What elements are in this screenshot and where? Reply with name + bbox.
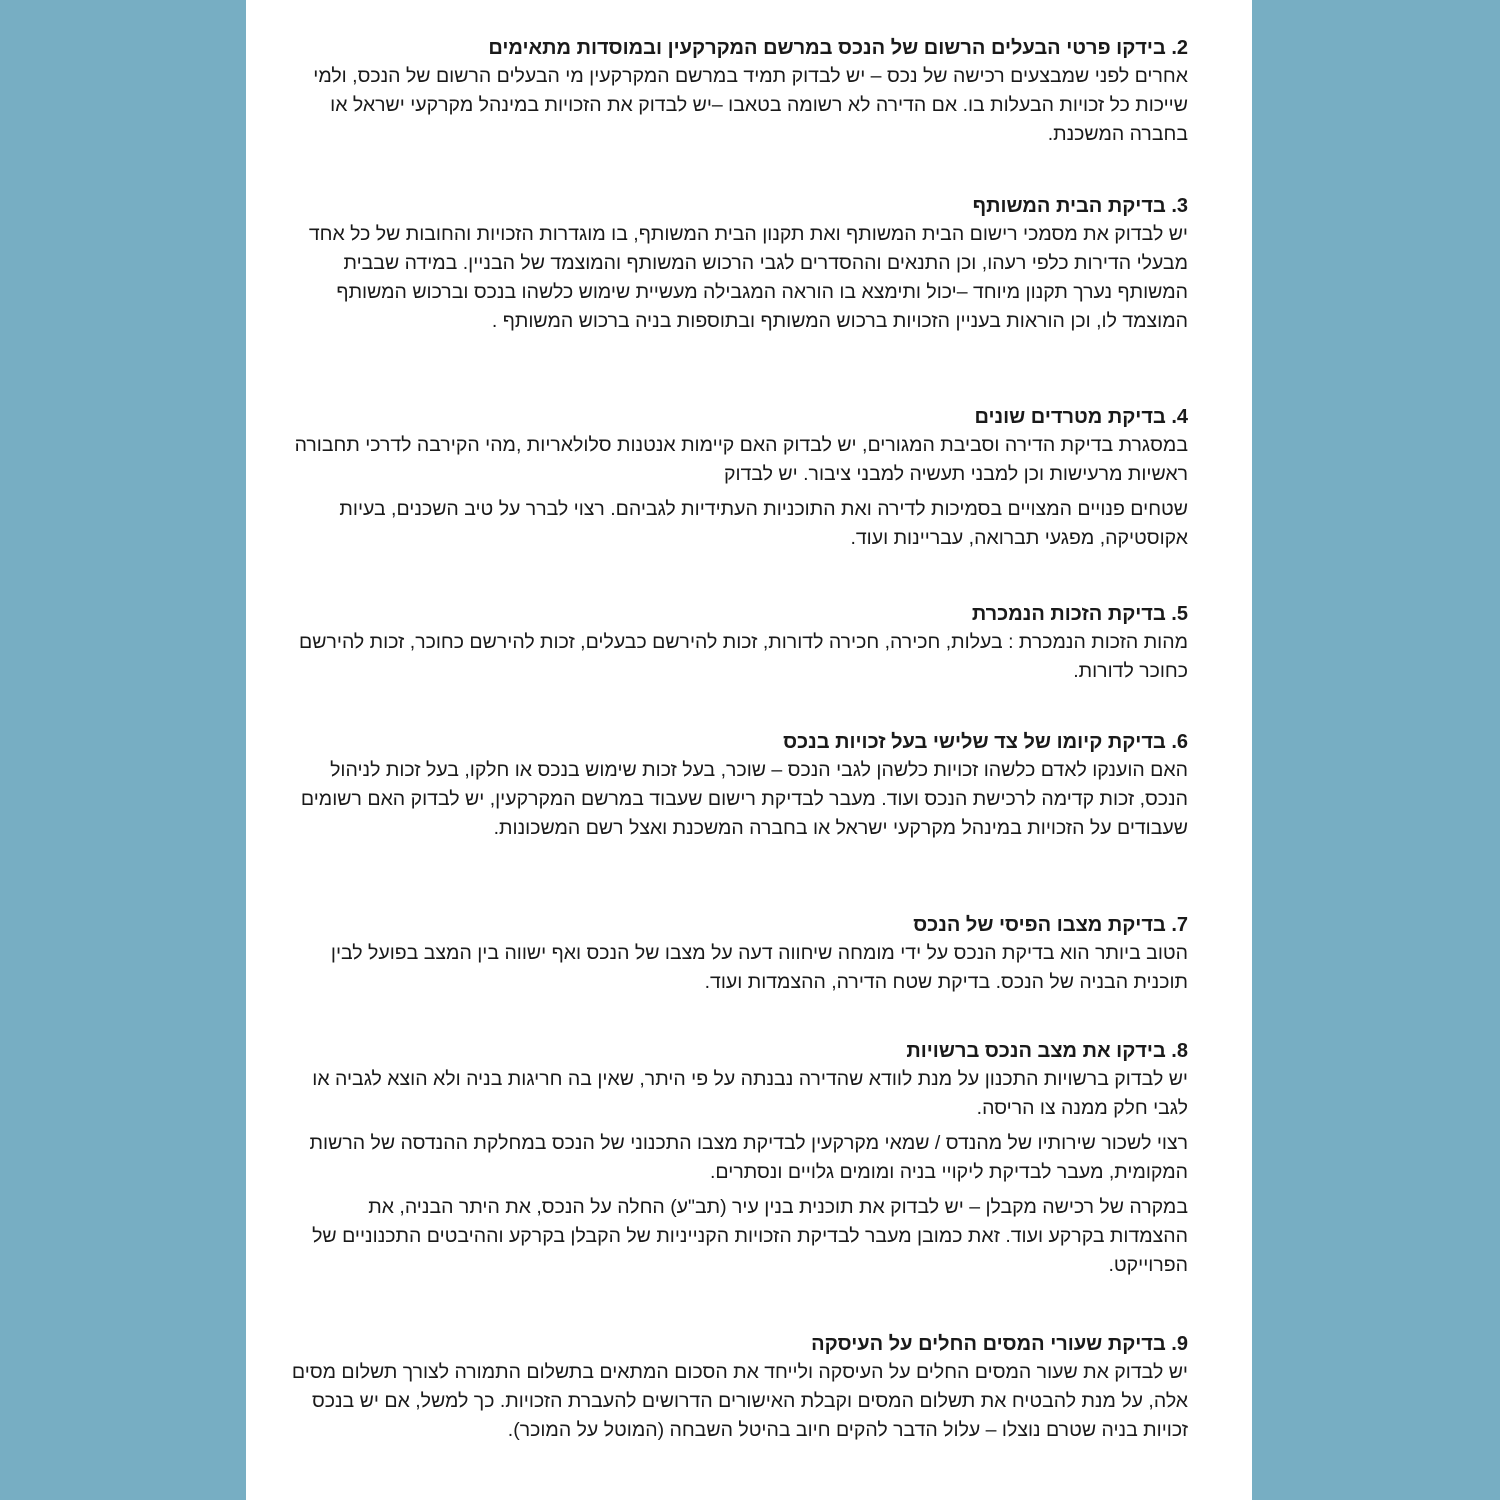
section-paragraph: במקרה של רכישה מקבלן – יש לבדוק את תוכנית בנין עיר (תב"ע) החלה על הנכס, את היתר הבניה, את ההצמדות בקרקע ועוד. זאת כמובן מעבר לבדיקת הזכויות הקנייניות של הקבלן בקרקע וההיבטים התכנוניים של הפרוייקט. <box>312 1196 1188 1276</box>
section-heading: 3. בדיקת הבית המשותף <box>972 195 1188 217</box>
section-paragraph: אחרים לפני שמבצעים רכישה של נכס – יש לבדוק תמיד במרשם המקרקעין מי הבעלים הרשום של הנכס, ולמי שייכות כל זכויות הבעלות בו. אם הדירה לא רשומה בטאבו –יש לבדוק את הזכויות במינהל מקרקעי ישראל או בחברה המשכנת. <box>313 65 1188 145</box>
section-heading: 4. בדיקת מטרדים שונים <box>974 406 1188 428</box>
section-heading: 6. בדיקת קיומו של צד שלישי בעל זכויות בנכס <box>783 731 1188 753</box>
section-paragraph: יש לבדוק ברשויות התכנון על מנת לוודא שהדירה נבנתה על פי היתר, שאין בה חריגות בניה ולא הוצא לגביה או לגבי חלק ממנה צו הריסה. <box>312 1068 1188 1119</box>
section-heading: 5. בדיקת הזכות הנמכרת <box>971 603 1188 625</box>
section-paragraph: הטוב ביותר הוא בדיקת הנכס על ידי מומחה שיחווה דעה על מצבו של הנכס ואף ישווה בין המצב בפועל לבין תוכנית הבניה של הנכס. בדיקת שטח הדירה, ההצמדות ועוד. <box>330 942 1188 993</box>
section-8 <box>286 1037 1188 1286</box>
section-heading: 2. בידקו פרטי הבעלים הרשום של הנכס במרשם המקרקעין ובמוסדות מתאימים <box>488 37 1188 59</box>
section-5 <box>286 600 1188 692</box>
section-7 <box>286 911 1188 1003</box>
section-heading: 8. בידקו את מצב הנכס ברשויות <box>906 1040 1188 1062</box>
section-4 <box>286 403 1188 559</box>
section-6 <box>286 728 1188 849</box>
section-paragraph: שטחים פנויים המצויים בסמיכות לדירה ואת התוכניות העתידיות לגביהם. רצוי לברר על טיב השכנים, בעיות אקוסטיקה, מפגעי תברואה, עבריינות ועוד. <box>339 498 1188 549</box>
section-2 <box>286 34 1188 155</box>
section-paragraph: יש לבדוק את שעור המסים החלים על העיסקה ולייחד את הסכום המתאים בתשלום התמורה לצורך תשלום מסים אלה, על מנת להבטיח את תשלום המסים וקבלת האישורים הדרושים להעברת הזכויות. כך למשל, אם יש בנכס זכויות בניה שטרם נוצלו – עלול הדבר להקים חיוב בהיטל השבחה (המוטל על המוכר). <box>291 1361 1188 1441</box>
section-9 <box>286 1330 1188 1451</box>
section-paragraph: רצוי לשכור שירותיו של מהנדס / שמאי מקרקעין לבדיקת מצבו התכנוני של הנכס במחלקת ההנדסה של הרשות המקומית, מעבר לבדיקת ליקויי בניה ומומים גלויים ונסתרים. <box>309 1132 1188 1183</box>
section-3 <box>286 192 1188 342</box>
section-heading: 9. בדיקת שעורי המסים החלים על העיסקה <box>811 1333 1188 1355</box>
section-paragraph: האם הוענקו לאדם כלשהו זכויות כלשהן לגבי הנכס – שוכר, בעל זכות שימוש בנכס או חלקו, בעל זכות לניהול הנכס, זכות קדימה לרכישת הנכס ועוד. מעבר לבדיקת רישום שעבוד במרשם המקרקעין, יש לבדוק האם רשומים שעבודים על הזכויות במינהל מקרקעי ישראל או בחברה המשכנת ואצל רשם המשכונות. <box>300 759 1188 839</box>
section-paragraph: מהות הזכות הנמכרת : בעלות, חכירה, חכירה לדורות, זכות להירשם כבעלים, זכות להירשם כחוכר, זכות להירשם כחוכר לדורות. <box>299 631 1188 682</box>
section-heading: 7. בדיקת מצבו הפיסי של הנכס <box>913 914 1188 936</box>
document-page <box>246 0 1252 1500</box>
section-paragraph: במסגרת בדיקת הדירה וסביבת המגורים, יש לבדוק האם קיימות אנטנות סלולאריות ,מהי הקירבה לדרכי תחבורה ראשיות מרעישות וכן למבני תעשיה למבני ציבור. יש לבדוק <box>294 434 1188 485</box>
section-paragraph: יש לבדוק את מסמכי רישום הבית המשותף ואת תקנון הבית המשותף, בו מוגדרות הזכויות והחובות של כל אחד מבעלי הדירות כלפי רעהו, וכן התנאים וההסדרים לגבי הרכוש המשותף והמוצמד של הבניין. במידה שבבית המשותף נערך תקנון מיוחד –יכול ותימצא בו הוראה המגבילה מעשיית שימוש כלשהו בנכס וברכוש המשותף המוצמד לו, וכן הוראות בעניין הזכויות ברכוש המשותף ובתוספות בניה ברכוש המשותף . <box>308 223 1188 332</box>
